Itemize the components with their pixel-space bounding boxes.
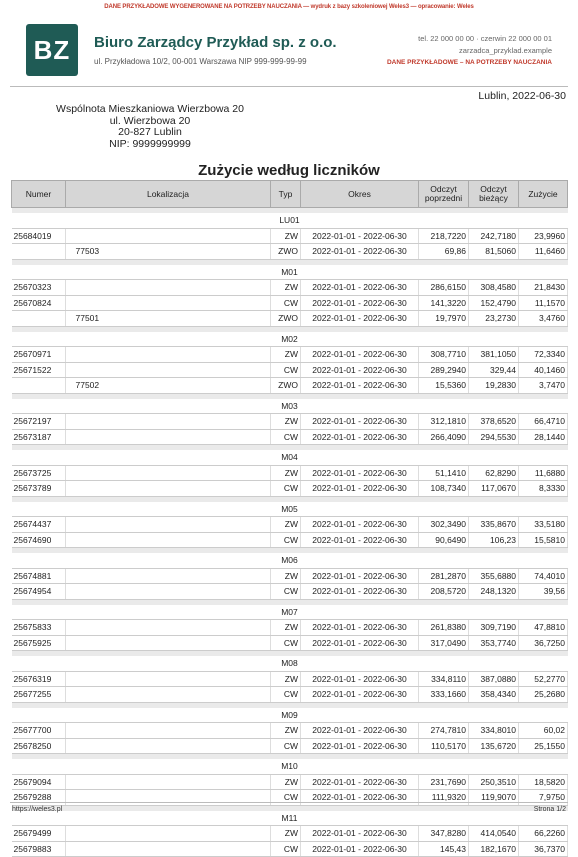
cell-odczyt-biezacy: 329,44 xyxy=(469,362,519,378)
table-row xyxy=(12,347,568,363)
cell-zuzycie: 15,5810 xyxy=(519,532,568,548)
cell-okres: 2022-01-01 - 2022-06-30 xyxy=(301,584,419,600)
cell-lokalizacja xyxy=(66,295,271,311)
table-row xyxy=(12,687,568,703)
cell-odczyt-biezacy: 242,7180 xyxy=(469,228,519,244)
cell-odczyt-poprzedni: 308,7710 xyxy=(419,347,469,363)
cell-numer: 25677700 xyxy=(12,723,66,739)
cell-odczyt-biezacy: 308,4580 xyxy=(469,280,519,296)
page-title: Zużycie według liczników xyxy=(198,162,380,179)
cell-odczyt-biezacy: 119,9070 xyxy=(469,790,519,806)
cell-okres: 2022-01-01 - 2022-06-30 xyxy=(301,362,419,378)
cell-odczyt-poprzedni: 289,2940 xyxy=(419,362,469,378)
cell-okres: 2022-01-01 - 2022-06-30 xyxy=(301,790,419,806)
recipient-name: Wspólnota Mieszkaniowa Wierzbowa 20 xyxy=(56,103,244,115)
cell-lokalizacja xyxy=(66,414,271,430)
cell-odczyt-biezacy: 19,2830 xyxy=(469,378,519,394)
cell-numer: 25673789 xyxy=(12,481,66,497)
cell-numer: 25674437 xyxy=(12,517,66,533)
cell-odczyt-biezacy: 106,23 xyxy=(469,532,519,548)
table-row xyxy=(12,429,568,445)
cell-lokalizacja xyxy=(66,280,271,296)
cell-odczyt-biezacy: 414,0540 xyxy=(469,826,519,842)
group-header-row xyxy=(12,605,568,620)
group-name: M11 xyxy=(12,811,568,826)
cell-numer: 25672197 xyxy=(12,414,66,430)
cell-lokalizacja xyxy=(66,481,271,497)
cell-zuzycie: 74,4010 xyxy=(519,568,568,584)
cell-odczyt-biezacy: 381,1050 xyxy=(469,347,519,363)
table-row xyxy=(12,671,568,687)
col-header-lokalizacja: Lokalizacja xyxy=(66,181,271,208)
footer-url: https://weles3.pl xyxy=(12,806,63,813)
cell-numer: 25679094 xyxy=(12,774,66,790)
group-header-row xyxy=(12,553,568,568)
cell-numer: 25671522 xyxy=(12,362,66,378)
cell-odczyt-poprzedni: 266,4090 xyxy=(419,429,469,445)
cell-odczyt-biezacy: 62,8290 xyxy=(469,465,519,481)
cell-odczyt-poprzedni: 19,7970 xyxy=(419,311,469,327)
col-header-zuzycie: Zużycie xyxy=(519,181,568,208)
group-name: M04 xyxy=(12,450,568,465)
cell-typ: ZW xyxy=(271,517,301,533)
table-row xyxy=(12,532,568,548)
col-header-odczyt-poprzedni: Odczyt poprzedni xyxy=(419,181,469,208)
cell-zuzycie: 28,1440 xyxy=(519,429,568,445)
cell-okres: 2022-01-01 - 2022-06-30 xyxy=(301,465,419,481)
cell-typ: ZW xyxy=(271,280,301,296)
group-name: M09 xyxy=(12,708,568,723)
cell-odczyt-biezacy: 378,6520 xyxy=(469,414,519,430)
cell-lokalizacja xyxy=(66,584,271,600)
cell-zuzycie: 23,9960 xyxy=(519,228,568,244)
cell-numer: 25678250 xyxy=(12,738,66,754)
footer-divider xyxy=(10,802,568,803)
cell-numer: 77501 xyxy=(12,311,66,327)
cell-odczyt-biezacy: 309,7190 xyxy=(469,620,519,636)
cell-typ: ZWO xyxy=(271,378,301,394)
cell-okres: 2022-01-01 - 2022-06-30 xyxy=(301,295,419,311)
cell-zuzycie: 11,6460 xyxy=(519,244,568,260)
cell-lokalizacja xyxy=(66,635,271,651)
cell-odczyt-biezacy: 182,1670 xyxy=(469,841,519,857)
cell-zuzycie: 36,7250 xyxy=(519,635,568,651)
recipient-nip: NIP: 9999999999 xyxy=(109,137,191,150)
cell-zuzycie: 40,1460 xyxy=(519,362,568,378)
cell-lokalizacja xyxy=(66,228,271,244)
cell-typ: CW xyxy=(271,481,301,497)
table-header-row xyxy=(12,181,568,208)
cell-odczyt-poprzedni: 333,1660 xyxy=(419,687,469,703)
cell-odczyt-poprzedni: 90,6490 xyxy=(419,532,469,548)
cell-odczyt-poprzedni: 302,3490 xyxy=(419,517,469,533)
cell-zuzycie: 66,2260 xyxy=(519,826,568,842)
cell-odczyt-poprzedni: 108,7340 xyxy=(419,481,469,497)
cell-odczyt-poprzedni: 312,1810 xyxy=(419,414,469,430)
cell-numer: 25674881 xyxy=(12,568,66,584)
footer-page-number: Strona 1/2 xyxy=(533,806,566,813)
table-row xyxy=(12,738,568,754)
cell-zuzycie: 60,02 xyxy=(519,723,568,739)
company-note: DANE PRZYKŁADOWE – NA POTRZEBY NAUCZANIA xyxy=(386,59,552,66)
company-logo xyxy=(26,24,78,76)
cell-lokalizacja xyxy=(66,841,271,857)
cell-odczyt-poprzedni: 69,86 xyxy=(419,244,469,260)
cell-okres: 2022-01-01 - 2022-06-30 xyxy=(301,841,419,857)
table-row xyxy=(12,465,568,481)
cell-lokalizacja xyxy=(66,826,271,842)
cell-lokalizacja xyxy=(66,723,271,739)
cell-odczyt-biezacy: 250,3510 xyxy=(469,774,519,790)
table-row xyxy=(12,378,568,394)
cell-zuzycie: 8,3330 xyxy=(519,481,568,497)
cell-zuzycie: 11,1570 xyxy=(519,295,568,311)
cell-lokalizacja xyxy=(66,532,271,548)
cell-numer: 25677255 xyxy=(12,687,66,703)
company-contact xyxy=(387,33,552,69)
cell-okres: 2022-01-01 - 2022-06-30 xyxy=(301,244,419,260)
group-name: M10 xyxy=(12,759,568,774)
cell-odczyt-biezacy: 117,0670 xyxy=(469,481,519,497)
cell-typ: ZW xyxy=(271,620,301,636)
cell-odczyt-biezacy: 23,2730 xyxy=(469,311,519,327)
logo-text: BZ xyxy=(33,35,71,65)
cell-zuzycie: 7,9750 xyxy=(519,790,568,806)
group-header-row xyxy=(12,502,568,517)
cell-okres: 2022-01-01 - 2022-06-30 xyxy=(301,738,419,754)
cell-odczyt-poprzedni: 208,5720 xyxy=(419,584,469,600)
table-row xyxy=(12,362,568,378)
col-header-odczyt-biezacy: Odczyt bieżący xyxy=(469,181,519,208)
cell-okres: 2022-01-01 - 2022-06-30 xyxy=(301,723,419,739)
cell-lokalizacja xyxy=(66,687,271,703)
cell-typ: ZW xyxy=(271,414,301,430)
cell-odczyt-poprzedni: 334,8110 xyxy=(419,671,469,687)
group-header-row xyxy=(12,811,568,826)
group-name: M02 xyxy=(12,332,568,347)
cell-okres: 2022-01-01 - 2022-06-30 xyxy=(301,347,419,363)
cell-okres: 2022-01-01 - 2022-06-30 xyxy=(301,568,419,584)
company-email: zarzadca_przyklad.example xyxy=(459,46,552,55)
cell-odczyt-poprzedni: 286,6150 xyxy=(419,280,469,296)
cell-numer: 25674954 xyxy=(12,584,66,600)
cell-zuzycie: 33,5180 xyxy=(519,517,568,533)
cell-numer: 77502 xyxy=(12,378,66,394)
cell-okres: 2022-01-01 - 2022-06-30 xyxy=(301,635,419,651)
cell-okres: 2022-01-01 - 2022-06-30 xyxy=(301,517,419,533)
group-name: M05 xyxy=(12,502,568,517)
table-row xyxy=(12,481,568,497)
cell-typ: CW xyxy=(271,429,301,445)
cell-numer: 25679883 xyxy=(12,841,66,857)
table-row xyxy=(12,568,568,584)
meter-usage-table xyxy=(11,180,568,857)
cell-zuzycie: 18,5820 xyxy=(519,774,568,790)
cell-odczyt-biezacy: 152,4790 xyxy=(469,295,519,311)
cell-odczyt-poprzedni: 261,8380 xyxy=(419,620,469,636)
group-name: M06 xyxy=(12,553,568,568)
cell-zuzycie: 25,2680 xyxy=(519,687,568,703)
cell-zuzycie: 25,1550 xyxy=(519,738,568,754)
table-row xyxy=(12,584,568,600)
cell-okres: 2022-01-01 - 2022-06-30 xyxy=(301,774,419,790)
cell-odczyt-biezacy: 135,6720 xyxy=(469,738,519,754)
cell-numer: 25684019 xyxy=(12,228,66,244)
cell-okres: 2022-01-01 - 2022-06-30 xyxy=(301,671,419,687)
cell-lokalizacja xyxy=(66,429,271,445)
cell-typ: CW xyxy=(271,295,301,311)
cell-odczyt-poprzedni: 347,8280 xyxy=(419,826,469,842)
cell-typ: CW xyxy=(271,362,301,378)
cell-zuzycie: 39,56 xyxy=(519,584,568,600)
cell-odczyt-biezacy: 353,7740 xyxy=(469,635,519,651)
table-row xyxy=(12,841,568,857)
cell-typ: ZWO xyxy=(271,311,301,327)
cell-zuzycie: 66,4710 xyxy=(519,414,568,430)
header-divider xyxy=(10,86,568,87)
sample-data-banner: DANE PRZYKŁADOWE WYGENEROWANE NA POTRZEBY NAUCZANIA — wydruk z bazy szkoleniowej Weles3 — opracowanie: Weles xyxy=(104,4,474,10)
cell-typ: ZW xyxy=(271,723,301,739)
col-header-okres: Okres xyxy=(301,181,419,208)
cell-typ: CW xyxy=(271,687,301,703)
cell-typ: CW xyxy=(271,790,301,806)
place-date: Lublin, 2022-06-30 xyxy=(478,90,566,102)
table-row xyxy=(12,620,568,636)
group-header-row xyxy=(12,450,568,465)
cell-okres: 2022-01-01 - 2022-06-30 xyxy=(301,311,419,327)
cell-typ: CW xyxy=(271,738,301,754)
group-header-row xyxy=(12,332,568,347)
cell-okres: 2022-01-01 - 2022-06-30 xyxy=(301,481,419,497)
cell-okres: 2022-01-01 - 2022-06-30 xyxy=(301,826,419,842)
cell-lokalizacja xyxy=(66,671,271,687)
company-name: Biuro Zarządcy Przykład sp. z o.o. xyxy=(94,34,337,51)
cell-numer: 25670323 xyxy=(12,280,66,296)
table-body xyxy=(12,208,568,857)
cell-zuzycie: 72,3340 xyxy=(519,347,568,363)
cell-zuzycie: 3,4760 xyxy=(519,311,568,327)
cell-odczyt-poprzedni: 15,5360 xyxy=(419,378,469,394)
cell-odczyt-poprzedni: 231,7690 xyxy=(419,774,469,790)
cell-odczyt-biezacy: 334,8010 xyxy=(469,723,519,739)
cell-odczyt-poprzedni: 110,5170 xyxy=(419,738,469,754)
cell-zuzycie: 21,8430 xyxy=(519,280,568,296)
table-row xyxy=(12,635,568,651)
cell-typ: CW xyxy=(271,532,301,548)
cell-lokalizacja xyxy=(66,465,271,481)
cell-typ: ZW xyxy=(271,671,301,687)
cell-odczyt-biezacy: 81,5060 xyxy=(469,244,519,260)
cell-typ: ZW xyxy=(271,774,301,790)
company-phone: tel. 22 000 00 00 · czerwin 22 000 00 01 xyxy=(418,34,552,43)
cell-typ: ZW xyxy=(271,568,301,584)
cell-numer: 25679288 xyxy=(12,790,66,806)
group-header-row xyxy=(12,708,568,723)
cell-okres: 2022-01-01 - 2022-06-30 xyxy=(301,687,419,703)
table-row xyxy=(12,295,568,311)
cell-okres: 2022-01-01 - 2022-06-30 xyxy=(301,532,419,548)
group-header-row xyxy=(12,213,568,228)
group-name: M08 xyxy=(12,656,568,671)
cell-typ: CW xyxy=(271,584,301,600)
cell-typ: CW xyxy=(271,635,301,651)
cell-zuzycie: 3,7470 xyxy=(519,378,568,394)
cell-odczyt-poprzedni: 141,3220 xyxy=(419,295,469,311)
table-row xyxy=(12,280,568,296)
cell-lokalizacja xyxy=(66,568,271,584)
table-row xyxy=(12,826,568,842)
cell-okres: 2022-01-01 - 2022-06-30 xyxy=(301,414,419,430)
cell-odczyt-biezacy: 335,8670 xyxy=(469,517,519,533)
cell-lokalizacja xyxy=(66,347,271,363)
cell-odczyt-biezacy: 355,6880 xyxy=(469,568,519,584)
table-row xyxy=(12,311,568,327)
col-header-numer: Numer xyxy=(12,181,66,208)
cell-numer: 25675925 xyxy=(12,635,66,651)
cell-lokalizacja xyxy=(66,774,271,790)
table-row xyxy=(12,774,568,790)
cell-lokalizacja xyxy=(66,362,271,378)
cell-numer: 25679499 xyxy=(12,826,66,842)
group-header-row xyxy=(12,759,568,774)
cell-odczyt-poprzedni: 218,7220 xyxy=(419,228,469,244)
cell-zuzycie: 47,8810 xyxy=(519,620,568,636)
group-header-row xyxy=(12,265,568,280)
group-header-row xyxy=(12,656,568,671)
table-row xyxy=(12,414,568,430)
table-row xyxy=(12,517,568,533)
cell-odczyt-poprzedni: 281,2870 xyxy=(419,568,469,584)
col-header-typ: Typ xyxy=(271,181,301,208)
group-name: M03 xyxy=(12,399,568,414)
cell-numer: 25673187 xyxy=(12,429,66,445)
cell-okres: 2022-01-01 - 2022-06-30 xyxy=(301,378,419,394)
table-row xyxy=(12,723,568,739)
cell-typ: ZWO xyxy=(271,244,301,260)
cell-typ: ZW xyxy=(271,826,301,842)
cell-odczyt-poprzedni: 51,1410 xyxy=(419,465,469,481)
cell-lokalizacja xyxy=(66,738,271,754)
recipient-block xyxy=(40,104,260,150)
cell-typ: ZW xyxy=(271,347,301,363)
recipient-city: 20-827 Lublin xyxy=(118,126,182,138)
cell-numer: 25675833 xyxy=(12,620,66,636)
cell-typ: CW xyxy=(271,841,301,857)
cell-odczyt-biezacy: 294,5530 xyxy=(469,429,519,445)
cell-numer: 25670971 xyxy=(12,347,66,363)
cell-numer: 25673725 xyxy=(12,465,66,481)
cell-numer: 25674690 xyxy=(12,532,66,548)
cell-typ: ZW xyxy=(271,228,301,244)
cell-okres: 2022-01-01 - 2022-06-30 xyxy=(301,620,419,636)
cell-okres: 2022-01-01 - 2022-06-30 xyxy=(301,280,419,296)
group-header-row xyxy=(12,399,568,414)
cell-numer: 25670824 xyxy=(12,295,66,311)
group-name: M01 xyxy=(12,265,568,280)
recipient-street: ul. Wierzbowa 20 xyxy=(109,114,191,127)
cell-zuzycie: 36,7370 xyxy=(519,841,568,857)
cell-numer: 25676319 xyxy=(12,671,66,687)
cell-lokalizacja xyxy=(66,517,271,533)
cell-lokalizacja xyxy=(66,620,271,636)
cell-numer: 77503 xyxy=(12,244,66,260)
cell-odczyt-poprzedni: 145,43 xyxy=(419,841,469,857)
cell-typ: ZW xyxy=(271,465,301,481)
cell-odczyt-biezacy: 248,1320 xyxy=(469,584,519,600)
cell-okres: 2022-01-01 - 2022-06-30 xyxy=(301,228,419,244)
company-address: ul. Przykładowa 10/2, 00-001 Warszawa NIP 999-999-99-99 xyxy=(94,57,307,66)
cell-odczyt-poprzedni: 317,0490 xyxy=(419,635,469,651)
table-row xyxy=(12,244,568,260)
cell-zuzycie: 11,6880 xyxy=(519,465,568,481)
cell-odczyt-poprzedni: 274,7810 xyxy=(419,723,469,739)
cell-odczyt-poprzedni: 111,9320 xyxy=(419,790,469,806)
group-name: M07 xyxy=(12,605,568,620)
table-row xyxy=(12,228,568,244)
cell-odczyt-biezacy: 387,0880 xyxy=(469,671,519,687)
cell-zuzycie: 52,2770 xyxy=(519,671,568,687)
cell-okres: 2022-01-01 - 2022-06-30 xyxy=(301,429,419,445)
group-name: LU01 xyxy=(12,213,568,228)
cell-odczyt-biezacy: 358,4340 xyxy=(469,687,519,703)
